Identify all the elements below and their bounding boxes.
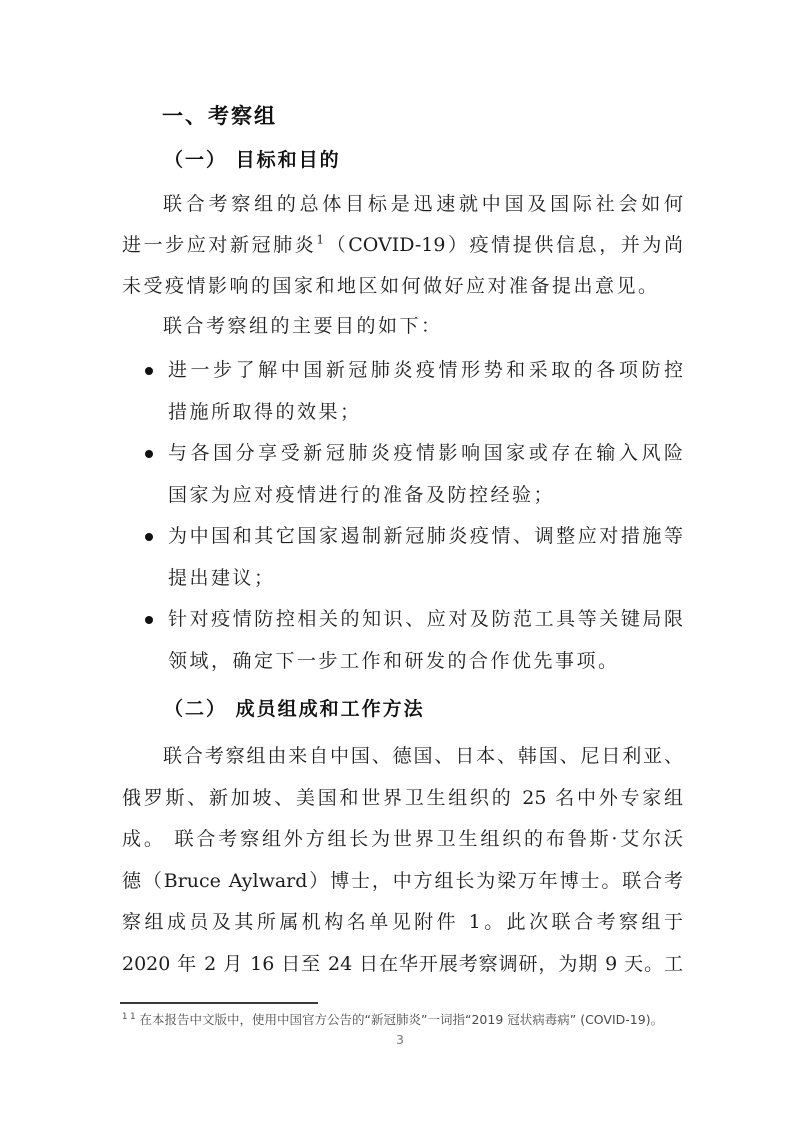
footnote-text: 在本报告中文版中，使用中国官方公告的“新冠肺炎”一词指“2019 冠状病毒病” (COVID-19)。 bbox=[139, 1012, 664, 1027]
section-2-heading: （二） 成员组成和工作方法 bbox=[164, 698, 425, 720]
objectives-bullet-list bbox=[122, 350, 683, 682]
text-line: 为中国和其它国家遏制新冠肺炎疫情、调整应对措施等 bbox=[168, 525, 683, 547]
text-line: 针对疫情防控相关的知识、应对及防范工具等关键局限 bbox=[168, 608, 683, 630]
footnote bbox=[122, 1011, 688, 1028]
text-line: 察组成员及其所属机构名单见附件 1。此次联合考察组于 bbox=[122, 911, 683, 933]
text-line: 与各国分享受新冠肺炎疫情影响国家或存在输入风险 bbox=[168, 442, 683, 464]
text-line bbox=[122, 225, 683, 266]
text-line: 提出建议； bbox=[168, 566, 276, 589]
text-line: 未受疫情影响的国家和地区如何做好应对准备提出意见。 bbox=[122, 275, 660, 297]
text-line: 德（Bruce Aylward）博士，中方组长为梁万年博士。联合考 bbox=[122, 869, 683, 892]
footnote-separator bbox=[120, 1002, 318, 1004]
list-item bbox=[122, 516, 683, 599]
bullet-icon bbox=[145, 616, 153, 624]
paragraph-membership bbox=[122, 736, 683, 985]
footnote-number: 1 1 bbox=[122, 1011, 136, 1022]
text-line: 国家为应对疫情进行的准备及防控经验； bbox=[168, 483, 556, 506]
text-line: 联合考察组由来自中国、德国、日本、韩国、尼日利亚、 bbox=[163, 745, 683, 767]
chapter-heading: 一、考察组 bbox=[162, 103, 277, 128]
text-segment: （COVID-19）疫情提供信息，并为尚 bbox=[324, 234, 683, 256]
footnote-reference-mark: 1 bbox=[316, 232, 325, 247]
text-line: 联合考察组的主要目的如下： bbox=[163, 315, 443, 337]
text-line: 成。 联合考察组外方组长为世界卫生组织的布鲁斯·艾尔沃 bbox=[122, 828, 683, 850]
list-item bbox=[122, 599, 683, 682]
text-line: 措施所取得的效果； bbox=[168, 400, 362, 423]
list-item bbox=[122, 433, 683, 516]
paragraph-objectives bbox=[122, 184, 683, 307]
bullet-icon bbox=[145, 533, 153, 541]
text-line: 进一步了解中国新冠肺炎疫情形势和采取的各项防控 bbox=[168, 359, 683, 381]
text-line: 领域，确定下一步工作和研发的合作优先事项。 bbox=[168, 649, 620, 672]
text-segment: 进一步应对新冠肺炎 bbox=[122, 234, 317, 256]
bullet-icon bbox=[145, 367, 153, 375]
section-1-heading: （一） 目标和目的 bbox=[164, 149, 341, 171]
text-line: 2020 年 2 月 16 日至 24 日在华开展考察调研，为期 9 天。工 bbox=[122, 952, 683, 975]
page-number: 3 bbox=[396, 1032, 404, 1047]
bullet-icon bbox=[145, 450, 153, 458]
text-line: 俄罗斯、新加坡、美国和世界卫生组织的 25 名中外专家组 bbox=[122, 786, 683, 809]
list-item bbox=[122, 350, 683, 433]
paragraph-lead bbox=[122, 306, 683, 347]
text-line: 联合考察组的总体目标是迅速就中国及国际社会如何 bbox=[163, 193, 683, 215]
